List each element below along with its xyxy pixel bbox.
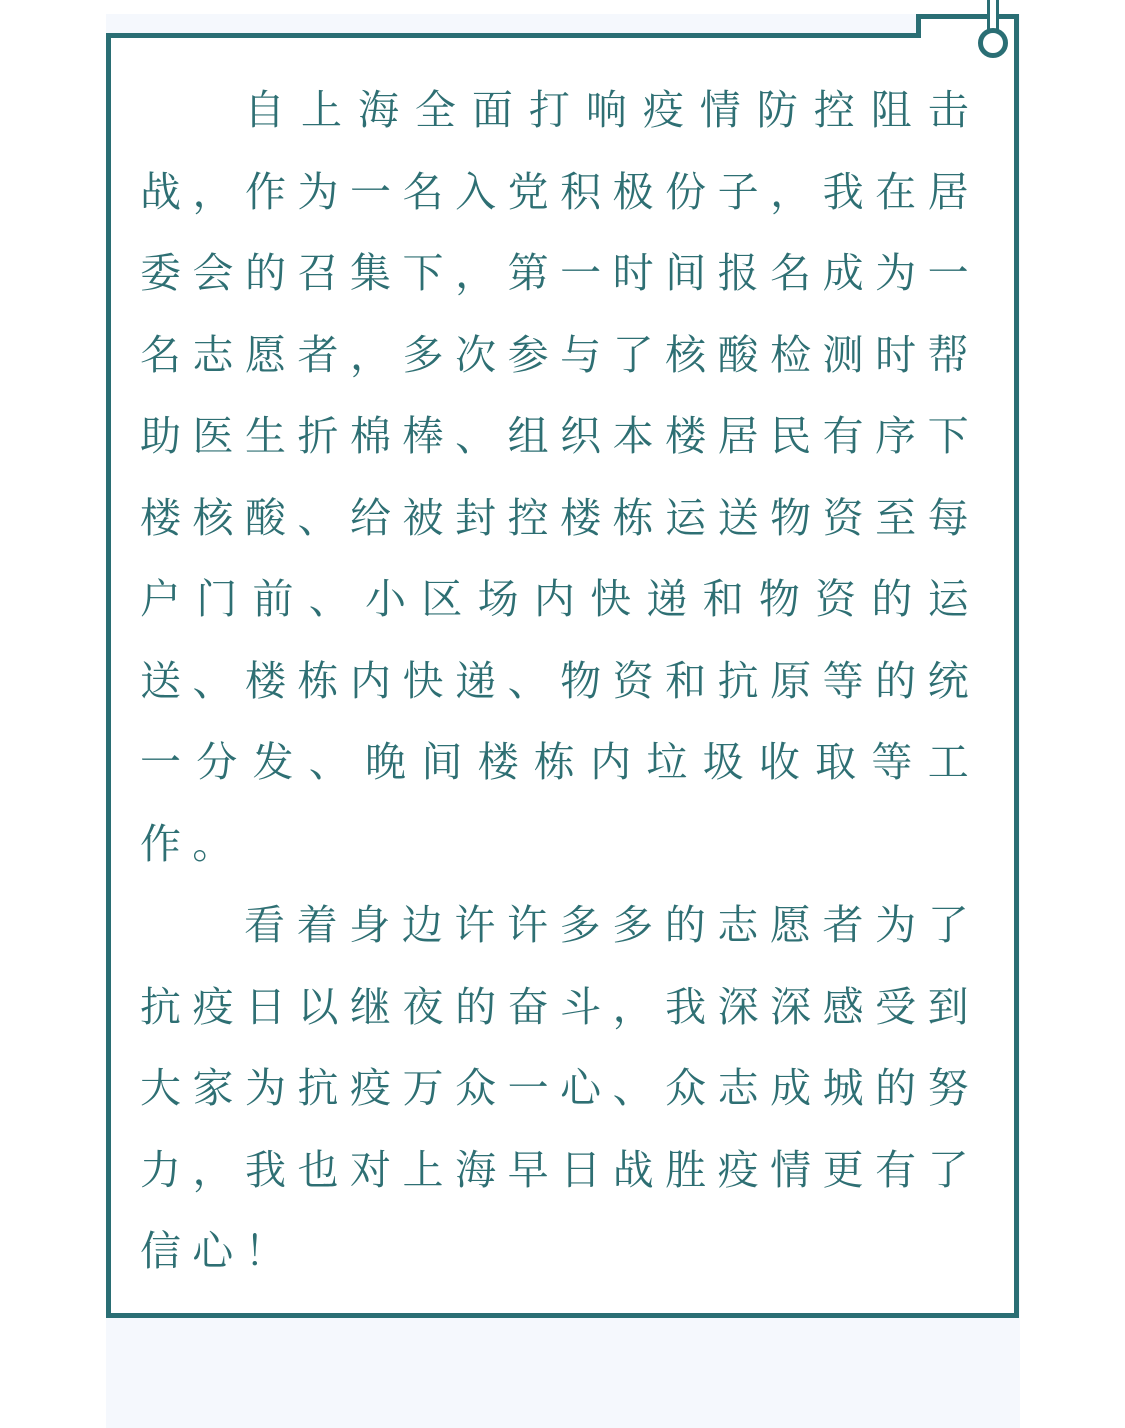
paragraph-volunteer-work: 自上海全面打响疫情防控阻击战，作为一名入党积极份子，我在居委会的召集下，第一时间报名成为一名志愿者，多次参与了核酸检测时帮助医生折棉棒、组织本楼居民有序下楼核酸、给被封控楼栋运送物资至每户门前、小区场内快递和物资的运送、楼栋内快递、物资和抗原等的统一分发、晚间楼栋内垃圾收取等工作。 xyxy=(140,86,980,868)
paragraph-confidence: 看着身边许许多多的志愿者为了抗疫日以继夜的奋斗，我深深感受到大家为抗疫万众一心、众志成城的努力，我也对上海早日战胜疫情更有了信心！ xyxy=(140,901,980,1275)
article-body xyxy=(140,70,980,1293)
pin-ring-icon xyxy=(978,28,1008,58)
